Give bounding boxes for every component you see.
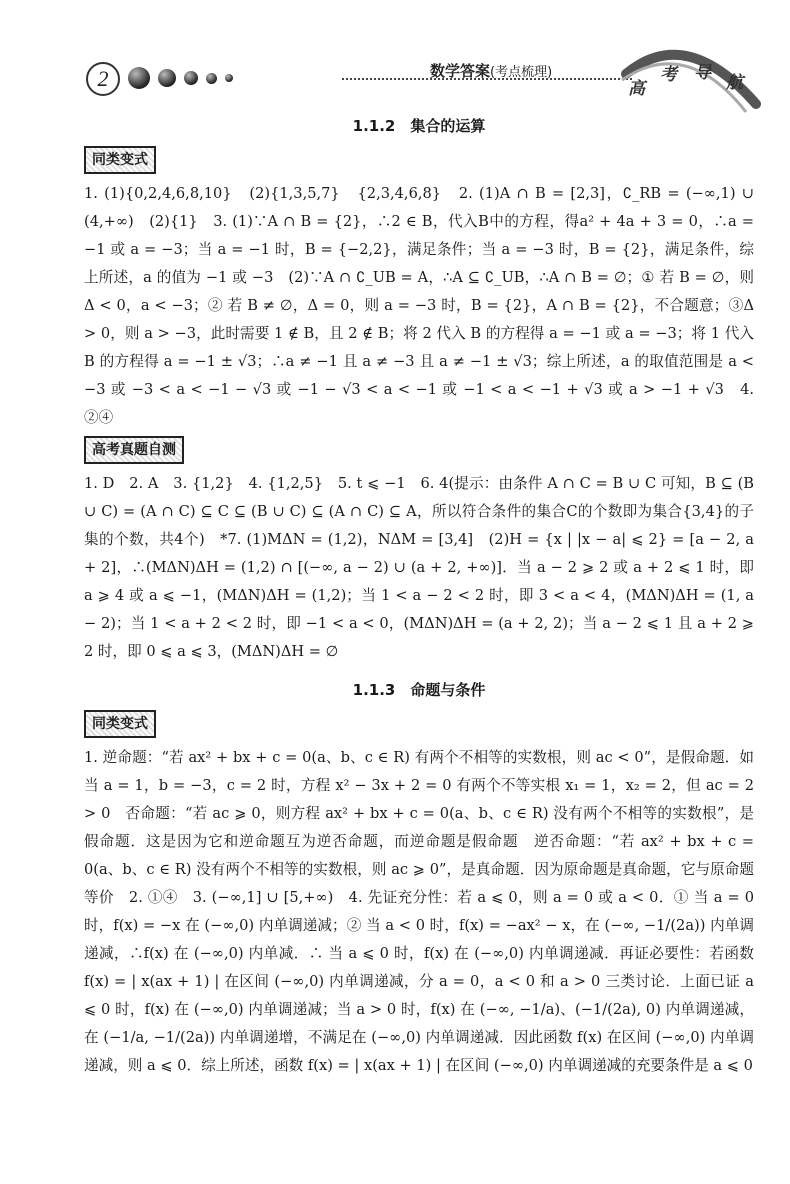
answer-paragraph: 1. D 2. A 3. {1,2} 4. {1,2,5} 5. t ⩽ −1 6. 4(提示：由条件 A ∩ C = B ∪ C 可知，B ⊆ (B ∪ C) = (A ∩ C) ⊆ C ⊆ (B ∪ C) ⊆ (A ∩ C) ⊆ A，所以符合条件的集合C的个数即为集合{3,4}的子集的个数，共4个) *7. (1)MΔN = (1,2)，NΔM = [3,4] (2)H = {x | |x − a| ⩽ 2} = [a − 2, a + 2]，∴(MΔN)ΔH = (1,2) ∩ [(−∞, a − 2) ∪ (a + 2, +∞)]．当 a − 2 ⩾ 2 或 a + 2 ⩽ 1 时，即 a ⩾ 4 或 a ⩽ −1，(MΔN)ΔH = (1,2)；当 1 < a − 2 < 2 时，即 3 < a < 4，(MΔN)ΔH = (1, a − 2)；当 1 < a + 2 < 2 时，即 −1 < a < 0，(MΔN)ΔH = (a + 2, 2)；当 a − 2 ⩽ 1 且 a + 2 ⩾ 2 时，即 0 ⩽ a ⩽ 3，(MΔN)ΔH = ∅ bbox=[84, 475, 754, 660]
dot-icon bbox=[206, 73, 217, 84]
block-tag-row bbox=[84, 146, 754, 178]
answer-paragraph: 1. 逆命题：“若 ax² + bx + c = 0(a、b、c ∈ R) 有两个不相等的实数根，则 ac < 0”，是假命题．如当 a = 1，b = −3，c = 2 时，方程 x² − 3x + 2 = 0 有两个不等实根 x₁ = 1，x₂ = 2，但 ac = 2 > 0 否命题：“若 ac ⩾ 0，则方程 ax² + bx + c = 0(a、b、c ∈ R) 没有两个不相等的实数根”，是假命题．这是因为它和逆命题互为逆否命题，而逆命题是假命题 逆否命题：“若 ax² + bx + c = 0(a、b、c ∈ R) 没有两个不相等的实数根，则 ac ⩾ 0”，是真命题．因为原命题是真命题，它与原命题等价 2. ①④ 3. (−∞,1] ∪ [5,+∞) 4. 先证充分性：若 a ⩽ 0，则 a = 0 或 a < 0．① 当 a = 0 时，f(x) = −x 在 (−∞,0) 内单调递减；② 当 a < 0 时，f(x) = −ax² − x，在 (−∞, −1/(2a)) 内单调递减，∴f(x) 在 (−∞,0) 内单减．∴ 当 a ⩽ 0 时，f(x) 在 (−∞,0) 内单调递减．再证必要性：若函数 f(x) = | x(ax + 1) | 在区间 (−∞,0) 内单调递减，分 a = 0，a < 0 和 a > 0 三类讨论．上面已证 a ⩽ 0 时，f(x) 在 (−∞,0) 内单调递减；当 a > 0 时，f(x) 在 (−∞, −1/a)、(−1/(2a), 0) 内单调递减，在 (−1/a, −1/(2a)) 内单调递增，不满足在 (−∞,0) 内单调递减．因此函数 f(x) 在区间 (−∞,0) 内单调递减，则 a ⩽ 0．综上所述，函数 f(x) = | x(ax + 1) | 在区间 (−∞,0) 内单调递减的充要条件是 a ⩽ 0 bbox=[84, 749, 754, 1074]
dot-icon bbox=[184, 71, 198, 85]
dot-icon bbox=[158, 69, 176, 87]
answer-content bbox=[84, 106, 754, 1080]
block-tag-row bbox=[84, 436, 754, 468]
corner-char-2: 考 bbox=[660, 65, 677, 85]
corner-char-4: 航 bbox=[726, 73, 743, 93]
section-title: 1.1.3 命题与条件 bbox=[352, 681, 486, 699]
header-title-main: 数学答案 bbox=[430, 62, 491, 80]
header-dotted-rule bbox=[342, 78, 632, 80]
corner-arc-logo bbox=[616, 34, 766, 114]
corner-char-3: 导 bbox=[694, 63, 711, 83]
header-subtitle: (考点梳理) bbox=[490, 65, 553, 80]
dot-icon bbox=[128, 67, 150, 89]
answer-paragraph: 1. (1){0,2,4,6,8,10} (2){1,3,5,7} {2,3,4,6,8} 2. (1)A ∩ B = [2,3]，∁_RB = (−∞,1) ∪ (4,+∞) (2){1} 3. (1)∵A ∩ B = {2}，∴2 ∈ B，代入B中的方程，得a² + 4a + 3 = 0，∴a = −1 或 a = −3；当 a = −1 时，B = {−2,2}，满足条件；当 a = −3 时，B = {2}，满足条件，综上所述，a 的值为 −1 或 −3 (2)∵A ∩ ∁_UB = A，∴A ⊆ ∁_UB，∴A ∩ B = ∅；① 若 B = ∅，则 Δ < 0，a < −3；② 若 B ≠ ∅，Δ = 0，则 a = −3 时，B = {2}，A ∩ B = {2}，不合题意；③Δ > 0，则 a > −3，此时需要 1 ∉ B，且 2 ∉ B；将 2 代入 B 的方程得 a = −1 或 a = −3；将 1 代入 B 的方程得 a = −1 ± √3；∴a ≠ −1 且 a ≠ −3 且 a ≠ −1 ± √3；综上所述，a 的取值范围是 a < −3 或 −3 < a < −1 − √3 或 −1 − √3 < a < −1 或 −1 < a < −1 + √3 或 a > −1 + √3 4. ②④ bbox=[84, 185, 754, 426]
corner-char-1: 高 bbox=[628, 79, 645, 99]
page-header bbox=[0, 0, 790, 100]
dot-icon bbox=[225, 74, 233, 82]
page-number: 2 bbox=[86, 62, 120, 96]
section-title: 1.1.2 集合的运算 bbox=[352, 117, 486, 135]
block-tag: 高考真题自测 bbox=[84, 436, 184, 464]
block-tag-row bbox=[84, 710, 754, 742]
decorative-dots bbox=[128, 66, 233, 90]
block-tag: 同类变式 bbox=[84, 710, 156, 738]
block-tag: 同类变式 bbox=[84, 146, 156, 174]
